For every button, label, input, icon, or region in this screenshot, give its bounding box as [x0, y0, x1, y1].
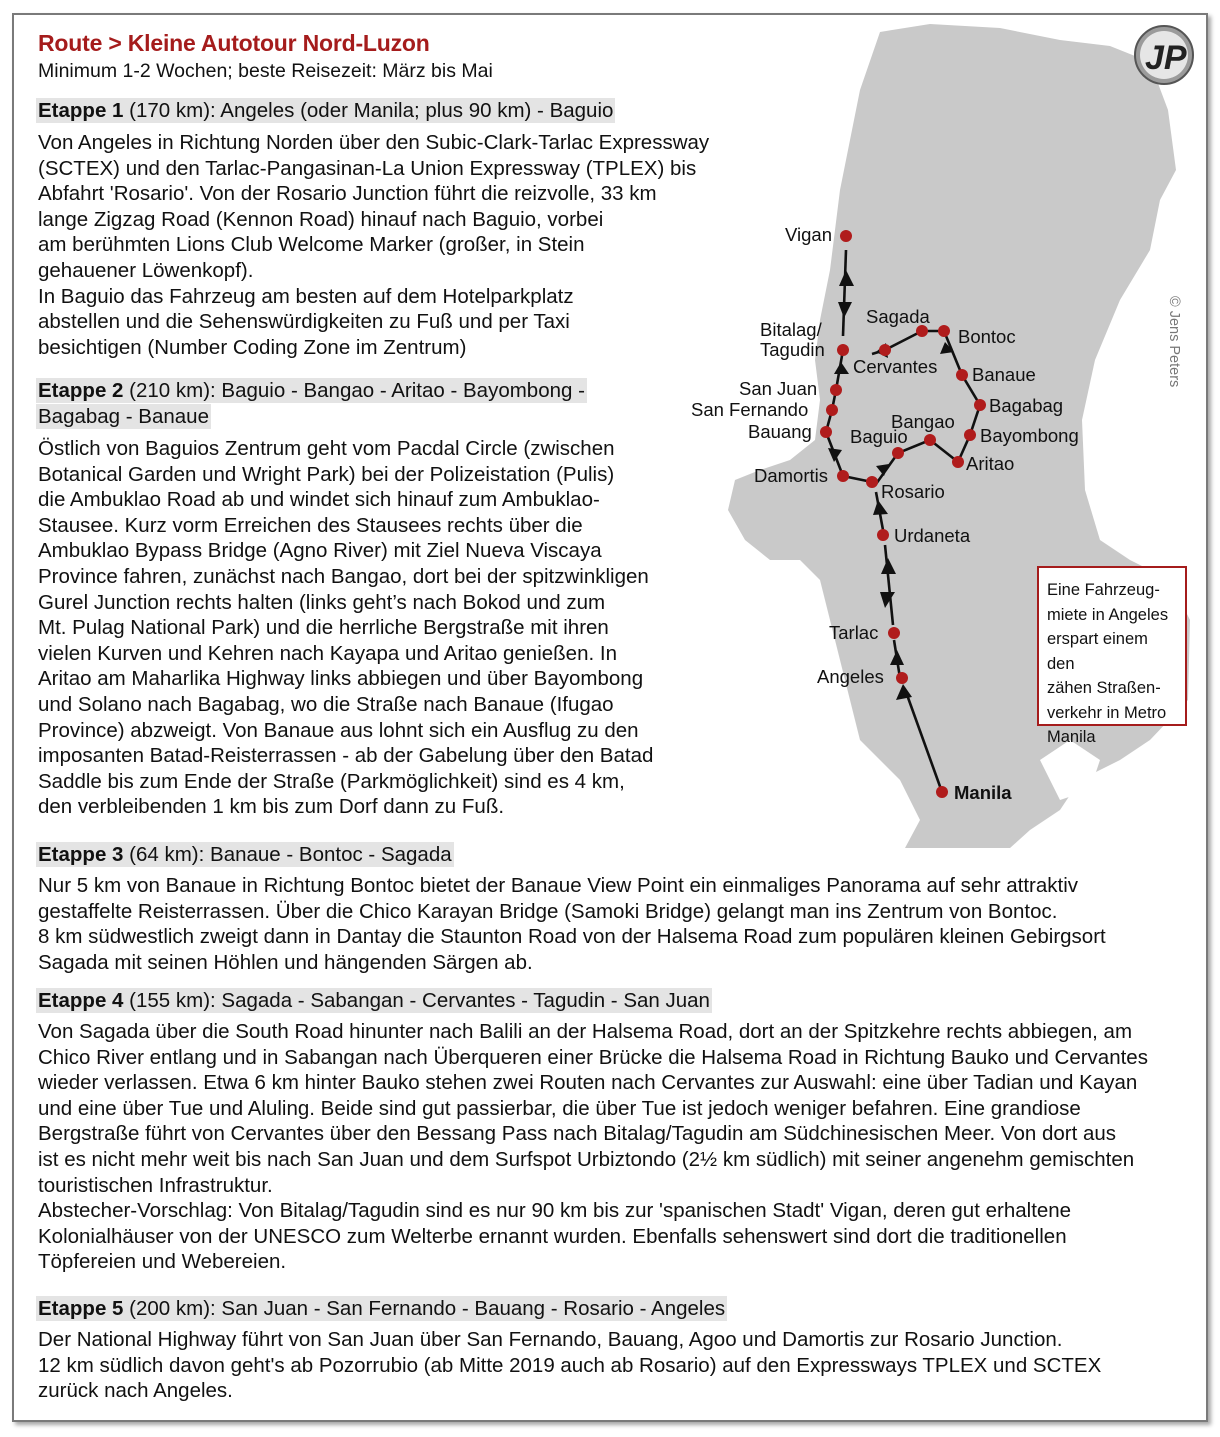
text-line: Von Angeles in Richtung Norden über den Subic-Clark-Tarlac Expressway	[38, 131, 710, 154]
place-label: Urdaneta	[894, 525, 971, 546]
text-line: Chico River entlang und in Sabangan nach Überqueren einer Brücke die Halsema Road in Richtung Bauko und Cervantes	[38, 1045, 1148, 1069]
text-line: wieder verlassen. Etwa 6 km hinter Bauko stehen zwei Routen nach Cervantes zur Auswahl: eine über Tadian und Kayan	[38, 1071, 1138, 1095]
text-line: vielen Kurven und Kehren nach Kayapa und Aritao genießen. In	[38, 641, 617, 665]
place-marker	[974, 399, 986, 411]
place-marker	[830, 384, 842, 396]
note-line: Eine Fahrzeug-	[1047, 581, 1160, 599]
place-marker	[826, 404, 838, 416]
text-line: zurück nach Angeles.	[38, 1379, 233, 1403]
text-line: Botanical Garden und Wright Park) bei der Polizeistation (Pulis)	[38, 462, 615, 486]
text-line: Der National Highway führt von San Juan über San Fernando, Bauang, Agoo und Damortis zur Rosario Junction.	[38, 1328, 1063, 1351]
place-marker	[837, 344, 849, 356]
page-title: Route > Kleine Autotour Nord-Luzon	[38, 30, 430, 56]
place-marker	[964, 429, 976, 441]
place-label: San Fernando	[691, 399, 809, 420]
text-line: (SCTEX) und den Tarlac-Pangasinan-La Union Expressway (TPLEX) bis	[38, 156, 697, 180]
place-marker	[888, 627, 900, 639]
note-line: verkehr in Metro	[1047, 703, 1167, 722]
etappe-1-text	[38, 130, 738, 360]
copyright: © Jens Peters	[1166, 296, 1182, 388]
place-marker	[896, 672, 908, 684]
text-line: Abstecher-Vorschlag: Von Bitalag/Tagudin sind es nur 90 km bis zur 'spanischen Stadt' Vigan, deren gut erhaltene	[38, 1199, 1072, 1223]
text-line: 8 km südwestlich zweigt dann in Dantay die Staunton Road von der Halsema Road zum populären kleinen Gebirgsort	[38, 925, 1106, 949]
place-label: Sagada	[866, 306, 930, 327]
place-label: Rosario	[881, 481, 945, 502]
place-marker	[820, 426, 832, 438]
place-marker	[924, 434, 936, 446]
text-line: lange Zigzag Road (Kennon Road) hinauf nach Baguio, vorbei	[38, 207, 604, 231]
text-line: abstellen und die Sehenswürdigkeiten zu Fuß und per Taxi	[38, 310, 570, 334]
place-label: Banaue	[972, 364, 1036, 385]
logo-letters: JP	[1145, 39, 1187, 77]
jp-logo	[1135, 26, 1193, 84]
place-marker	[956, 369, 968, 381]
place-label: Bauang	[748, 421, 812, 442]
etappe-4-text	[38, 1019, 1198, 1275]
text-line: In Baguio das Fahrzeug am besten auf dem Hotelparkplatz	[38, 284, 574, 308]
text-line: Sagada mit seinen Höhlen und hängenden Särgen ab.	[38, 950, 533, 974]
text-line: Bergstraße führt von Cervantes über den Bessang Pass nach Bitalag/Tagudin am Südchinesischen Meer. Von dort aus	[38, 1122, 1117, 1146]
note-line: erspart einem den	[1047, 630, 1148, 673]
note-line: Manila	[1047, 728, 1096, 746]
text-line: Nur 5 km von Banaue in Richtung Bontoc bietet der Banaue View Point ein einmaliges Panorama auf sehr attraktiv	[38, 874, 1079, 897]
text-line: Stausee. Kurz vorm Erreichen des Stausees rechts über die	[38, 513, 583, 537]
place-marker	[840, 230, 852, 242]
text-line: Mt. Pulag National Park) und die herrliche Bergstraße mit ihren	[38, 616, 609, 640]
place-marker	[866, 476, 878, 488]
place-label: Tagudin	[760, 339, 825, 360]
etappe-2-heading: Etappe 2 (210 km): Baguio - Bangao - Aritao - Bayombong -	[38, 379, 585, 402]
place-label: Bagabag	[989, 395, 1064, 416]
place-marker	[837, 470, 849, 482]
text-line: Von Sagada über die South Road hinunter nach Balili an der Halsema Road, dort an der Spitzkehre rechts abbiegen, am	[38, 1020, 1133, 1043]
place-label: Bayombong	[980, 425, 1079, 446]
etappe-5-text	[38, 1327, 1198, 1404]
place-label: Bontoc	[958, 326, 1016, 347]
rental-note	[1037, 566, 1187, 746]
text-line: gestaffelte Reisterrassen. Über die Chico Karayan Bridge (Samoki Bridge) gelangt man ins Zentrum von Bontoc.	[38, 899, 1058, 923]
place-label: Cervantes	[853, 356, 938, 377]
text-line: und Solano nach Bagabag, wo die Straße nach Banaue (Ifugao	[38, 692, 614, 716]
etappe-3-text	[38, 873, 1198, 975]
text-line: touristischen Infrastruktur.	[38, 1173, 273, 1197]
text-line: den verbleibenden 1 km bis zum Dorf dann zu Fuß.	[38, 795, 505, 819]
text-line: ist es nicht mehr weit bis nach San Juan und dem Surfspot Urbiztondo (2½ km südlich) mit seiner angenehm gemischten	[38, 1147, 1135, 1171]
etappe-2-heading-cont: Bagabag - Banaue	[38, 405, 209, 428]
text-line: imposanten Batad-Reisterrassen - ab der Gabelung über den Batad	[38, 744, 654, 768]
text-line: Kolonialhäuser von der UNESCO zum Welterbe ernannt wurden. Ebenfalls sehenswert sind dort die traditionellen	[38, 1224, 1067, 1248]
place-label: Manila	[954, 782, 1012, 803]
place-label: Damortis	[754, 465, 829, 486]
note-line: zähen Straßen-	[1047, 679, 1161, 697]
text-line: Province) abzweigt. Von Banaue aus lohnt sich ein Ausflug zu den	[38, 718, 639, 742]
text-line: Saddle bis zum Ende der Straße (Parkmöglichkeit) sind es 4 km,	[38, 769, 625, 793]
place-label: Aritao	[966, 453, 1015, 474]
note-line: miete in Angeles	[1047, 605, 1169, 624]
place-marker	[938, 325, 950, 337]
text-line: am berühmten Lions Club Welcome Marker (großer, in Stein	[38, 233, 585, 257]
text-line: die Ambuklao Road ab und windet sich hinauf zum Ambuklao-	[38, 488, 600, 512]
text-line: Aritao am Maharlika Highway links abbiegen und über Bayombong	[38, 667, 644, 691]
etappe-3-heading: Etappe 3 (64 km): Banaue - Bontoc - Sagada	[38, 843, 452, 866]
place-label: Vigan	[785, 224, 832, 245]
text-line: 12 km südlich davon geht's ab Pozorrubio (ab Mitte 2019 auch ab Rosario) auf den Expressways TPLEX und SCTEX	[38, 1353, 1102, 1377]
place-label: San Juan	[739, 378, 818, 399]
text-line: Abfahrt 'Rosario'. Von der Rosario Junction führt die reizvolle, 33 km	[38, 182, 657, 206]
place-label: Angeles	[817, 666, 884, 687]
etappe-5-heading: Etappe 5 (200 km): San Juan - San Fernando - Bauang - Rosario - Angeles	[38, 1297, 726, 1320]
place-marker	[952, 456, 964, 468]
place-label: Tarlac	[829, 622, 879, 643]
text-line: Töpfereien und Webereien.	[38, 1250, 287, 1274]
text-line: besichtigen (Number Coding Zone im Zentrum)	[38, 335, 467, 359]
text-line: und eine über Tue und Aluling. Beide sind gut passierbar, die über Tue ist jedoch weniger befahren. Eine grandiose	[38, 1096, 1081, 1120]
place-marker	[936, 786, 948, 798]
text-line: Gurel Junction rechts halten (links geht’s nach Bokod und zum	[38, 590, 606, 614]
etappe-4-heading: Etappe 4 (155 km): Sagada - Sabangan - Cervantes - Tagudin - San Juan	[38, 989, 710, 1012]
text-line: Ambuklao Bypass Bridge (Agno River) mit Ziel Nueva Viscaya	[38, 539, 602, 563]
place-label: Bitalag/	[760, 319, 822, 340]
place-marker	[879, 344, 891, 356]
text-line: gehauener Löwenkopf).	[38, 258, 254, 282]
page-subtitle: Minimum 1-2 Wochen; beste Reisezeit: März bis Mai	[38, 60, 493, 82]
place-label: Baguio	[850, 426, 908, 447]
text-line: Province fahren, zunächst nach Bangao, dort bei der spitzwinkligen	[38, 564, 649, 588]
etappe-2-text	[38, 436, 738, 820]
place-marker	[892, 447, 904, 459]
place-label: Bangao	[891, 411, 955, 432]
place-marker	[877, 529, 889, 541]
etappe-1-heading: Etappe 1 (170 km): Angeles (oder Manila; plus 90 km) - Baguio	[38, 99, 614, 122]
text-line: Östlich von Baguios Zentrum geht vom Pacdal Circle (zwischen	[38, 437, 615, 460]
